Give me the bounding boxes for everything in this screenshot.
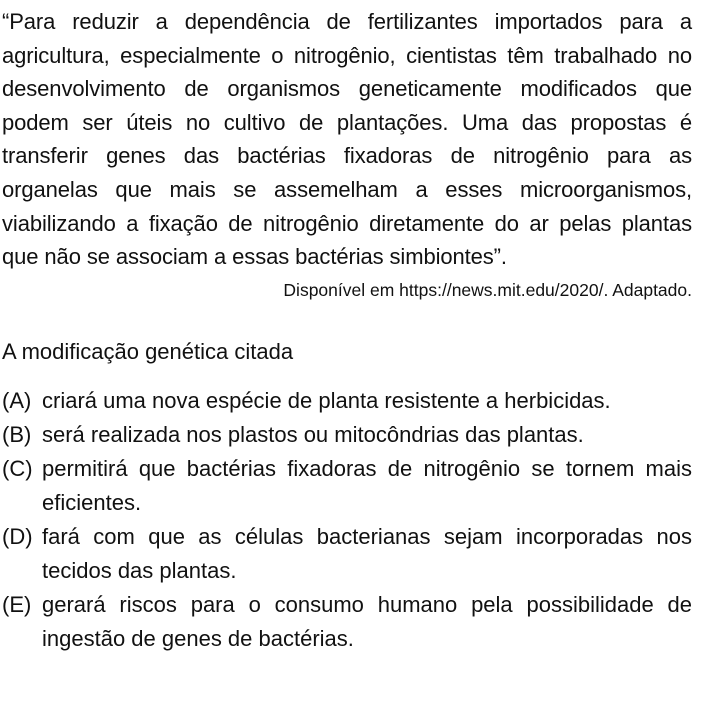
option-text: criará uma nova espécie de planta resistente a herbicidas. — [42, 387, 611, 413]
passage-source: Disponível em https://news.mit.edu/2020/. Adaptado. — [283, 279, 692, 300]
option-text: permitirá que bactérias fixadoras de nitrogênio se tornem mais eficientes. — [42, 455, 692, 515]
option-letter: (C) — [2, 455, 33, 481]
option-text: gerará riscos para o consumo humano pela possibilidade de ingestão de genes de bactérias. — [42, 591, 692, 651]
option-letter: (B) — [2, 421, 32, 447]
option-c[interactable] — [2, 452, 692, 520]
option-e[interactable] — [2, 588, 692, 656]
passage-text: “Para reduzir a dependência de fertilizantes importados para a agricultura, especialmente o nitrogênio, cientistas têm trabalhado no desenvolvimento de organismos geneticamente modificados que podem ser úteis no cultivo de plantações. Uma das propostas é transferir genes das bactérias fixadoras de nitrogênio para as organelas que mais se assemelham a esses microorganismos, viabilizando a fixação de nitrogênio diretamente do ar pelas plantas que não se associam a essas bactérias simbiontes”. — [2, 9, 692, 270]
option-a[interactable] — [2, 384, 692, 418]
option-b[interactable] — [2, 418, 692, 452]
option-text: fará com que as células bacterianas sejam incorporadas nos tecidos das plantas. — [42, 523, 692, 583]
option-text: será realizada nos plastos ou mitocôndrias das plantas. — [42, 421, 584, 447]
option-letter: (E) — [2, 591, 32, 617]
option-letter: (A) — [2, 387, 32, 413]
option-letter: (D) — [2, 523, 33, 549]
question-stem: A modificação genética citada — [2, 338, 294, 364]
option-d[interactable] — [2, 520, 692, 588]
answer-options — [2, 384, 692, 656]
question-page — [2, 0, 692, 656]
